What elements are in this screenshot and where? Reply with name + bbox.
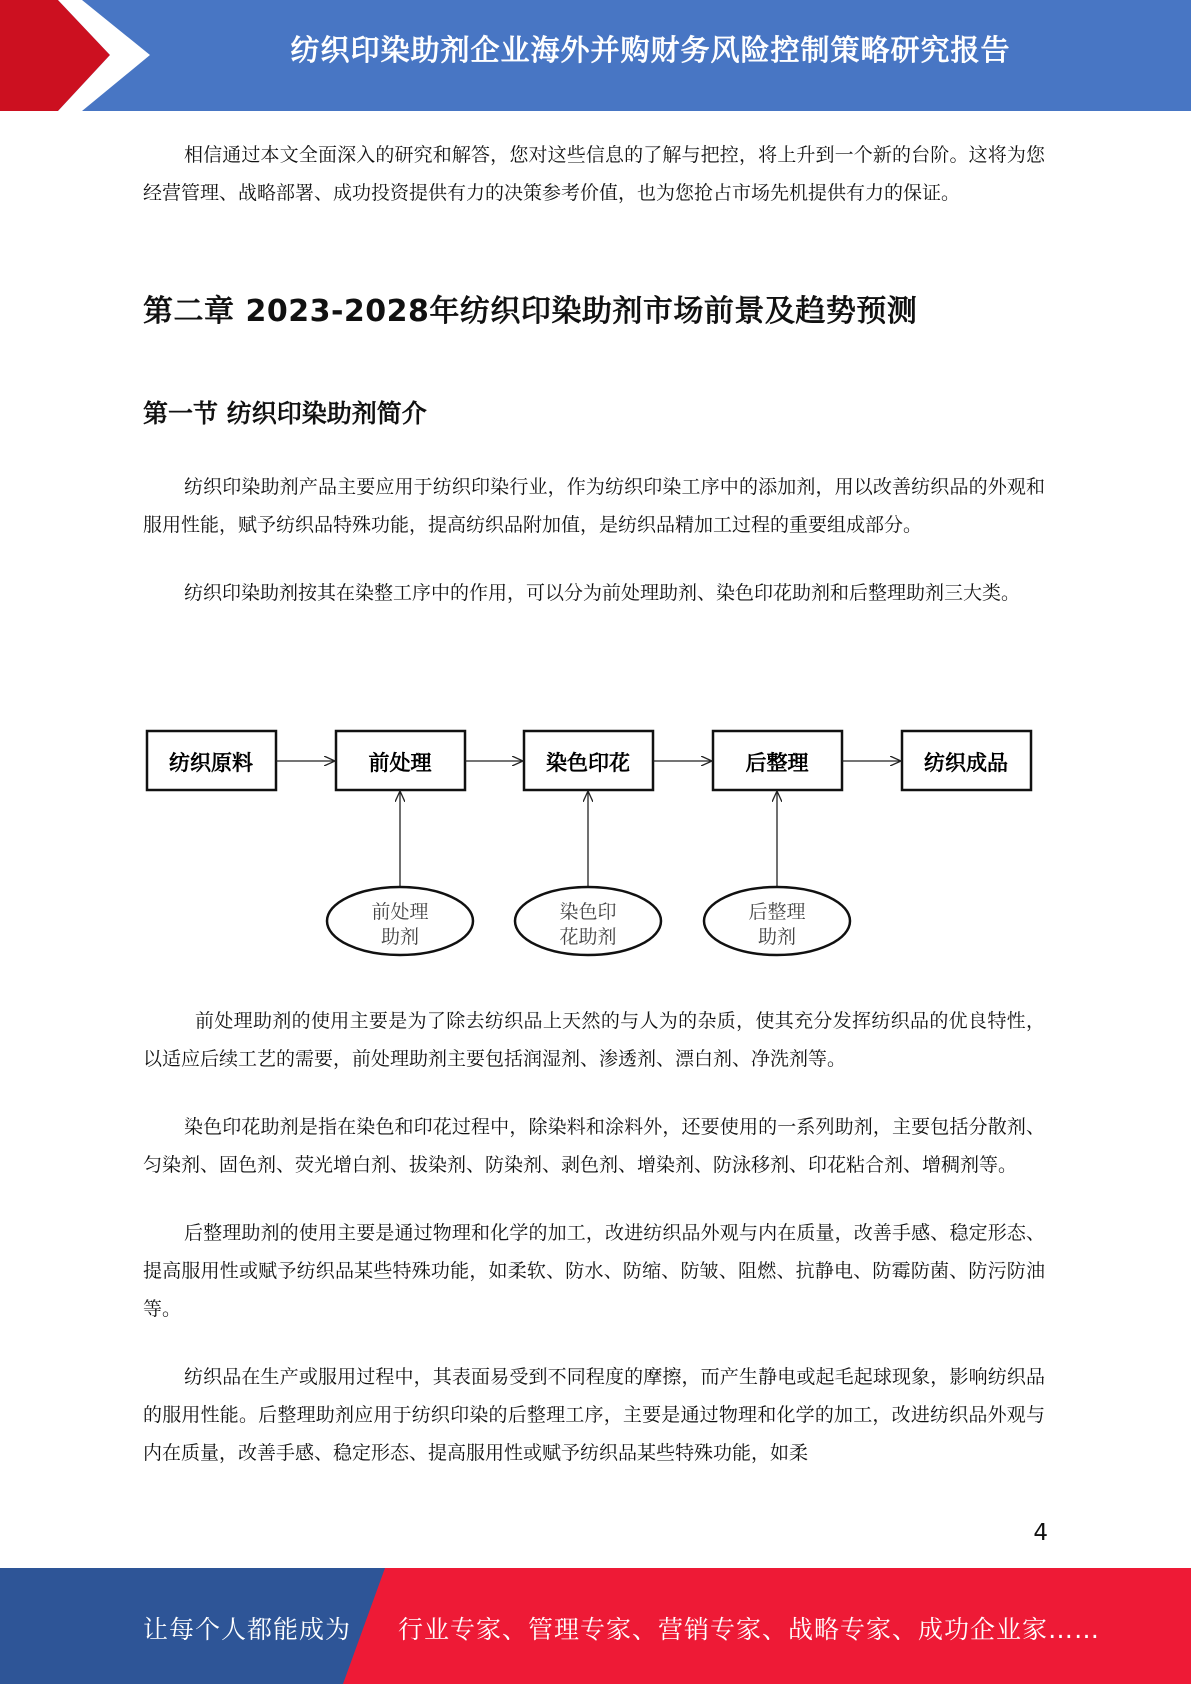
flow-box-label: 前处理	[368, 751, 432, 775]
chapter-title: 第二章 2023-2028年纺织印染助剂市场前景及趋势预测	[143, 294, 918, 329]
footer-slogan-right: 行业专家、管理专家、营销专家、战略专家、成功企业家……	[398, 1615, 1101, 1644]
flow-box	[524, 731, 653, 790]
page-number: 4	[1033, 1520, 1048, 1546]
process-flow-diagram	[143, 722, 1043, 962]
page-header	[0, 0, 1191, 111]
flow-ellipse	[515, 887, 661, 955]
flow-box-label: 纺织原料	[169, 751, 253, 775]
body-paragraph: 纺织品在生产或服用过程中，其表面易受到不同程度的摩擦，而产生静电或起毛起球现象，影响纺织品的服用性能。后整理助剂应用于纺织印染的后整理工序，主要是通过物理和化学的加工，改进纺织品外观与内在质量，改善手感、稳定形态、提高服用性或赋予纺织品某些特殊功能，如柔	[143, 1366, 1045, 1464]
flow-ellipse	[704, 887, 850, 955]
flow-ellipse	[327, 887, 473, 955]
ellipse-label: 花助剂	[559, 926, 617, 948]
ellipse-label: 助剂	[757, 926, 797, 948]
section-title: 第一节 纺织印染助剂简介	[143, 399, 427, 428]
body-paragraph: 前处理助剂的使用主要是为了除去纺织品上天然的与人为的杂质，使其充分发挥纺织品的优良特性，以适应后续工艺的需要，前处理助剂主要包括润湿剂、渗透剂、漂白剂、净洗剂等。	[143, 1010, 1045, 1070]
body-paragraph: 纺织印染助剂按其在染整工序中的作用，可以分为前处理助剂、染色印花助剂和后整理助剂三大类。	[184, 582, 1021, 604]
intro-paragraph: 相信通过本文全面深入的研究和解答，您对这些信息的了解与把控，将上升到一个新的台阶。这将为您经营管理、战略部署、成功投资提供有力的决策参考价值，也为您抢占市场先机提供有力的保证。	[143, 144, 1045, 204]
flow-box	[902, 731, 1031, 790]
body-paragraph: 纺织印染助剂产品主要应用于纺织印染行业，作为纺织印染工序中的添加剂，用以改善纺织品的外观和服用性能，赋予纺织品特殊功能，提高纺织品附加值，是纺织品精加工过程的重要组成部分。	[143, 476, 1045, 536]
ellipse-label: 后整理	[748, 901, 806, 923]
ellipse-label: 助剂	[380, 926, 420, 948]
paragraph-block-1	[143, 468, 1045, 612]
body-paragraph: 后整理助剂的使用主要是通过物理和化学的加工，改进纺织品外观与内在质量，改善手感、稳定形态、提高服用性或赋予纺织品某些特殊功能，如柔软、防水、防缩、防皱、阻燃、抗静电、防霉防菌、防污防油等。	[143, 1222, 1045, 1320]
flow-box-label: 染色印花	[546, 751, 630, 775]
header-arrow-decoration	[0, 0, 160, 111]
flow-box-label: 纺织成品	[924, 751, 1008, 775]
paragraph-block-2	[143, 1002, 1045, 1472]
footer-slogan-left: 让每个人都能成为	[143, 1615, 352, 1644]
flow-box	[147, 731, 276, 790]
flow-box	[336, 731, 465, 790]
header-title: 纺织印染助剂企业海外并购财务风险控制策略研究报告	[290, 33, 1011, 67]
flow-box-label: 后整理	[745, 751, 809, 775]
ellipse-label: 染色印	[559, 901, 617, 923]
flow-box	[713, 731, 842, 790]
body-paragraph: 染色印花助剂是指在染色和印花过程中，除染料和涂料外，还要使用的一系列助剂，主要包括分散剂、匀染剂、固色剂、荧光增白剂、拔染剂、防染剂、剥色剂、增染剂、防泳移剂、印花粘合剂、增稠剂等。	[143, 1116, 1045, 1176]
ellipse-label: 前处理	[371, 901, 429, 923]
intro-block	[143, 136, 1045, 212]
